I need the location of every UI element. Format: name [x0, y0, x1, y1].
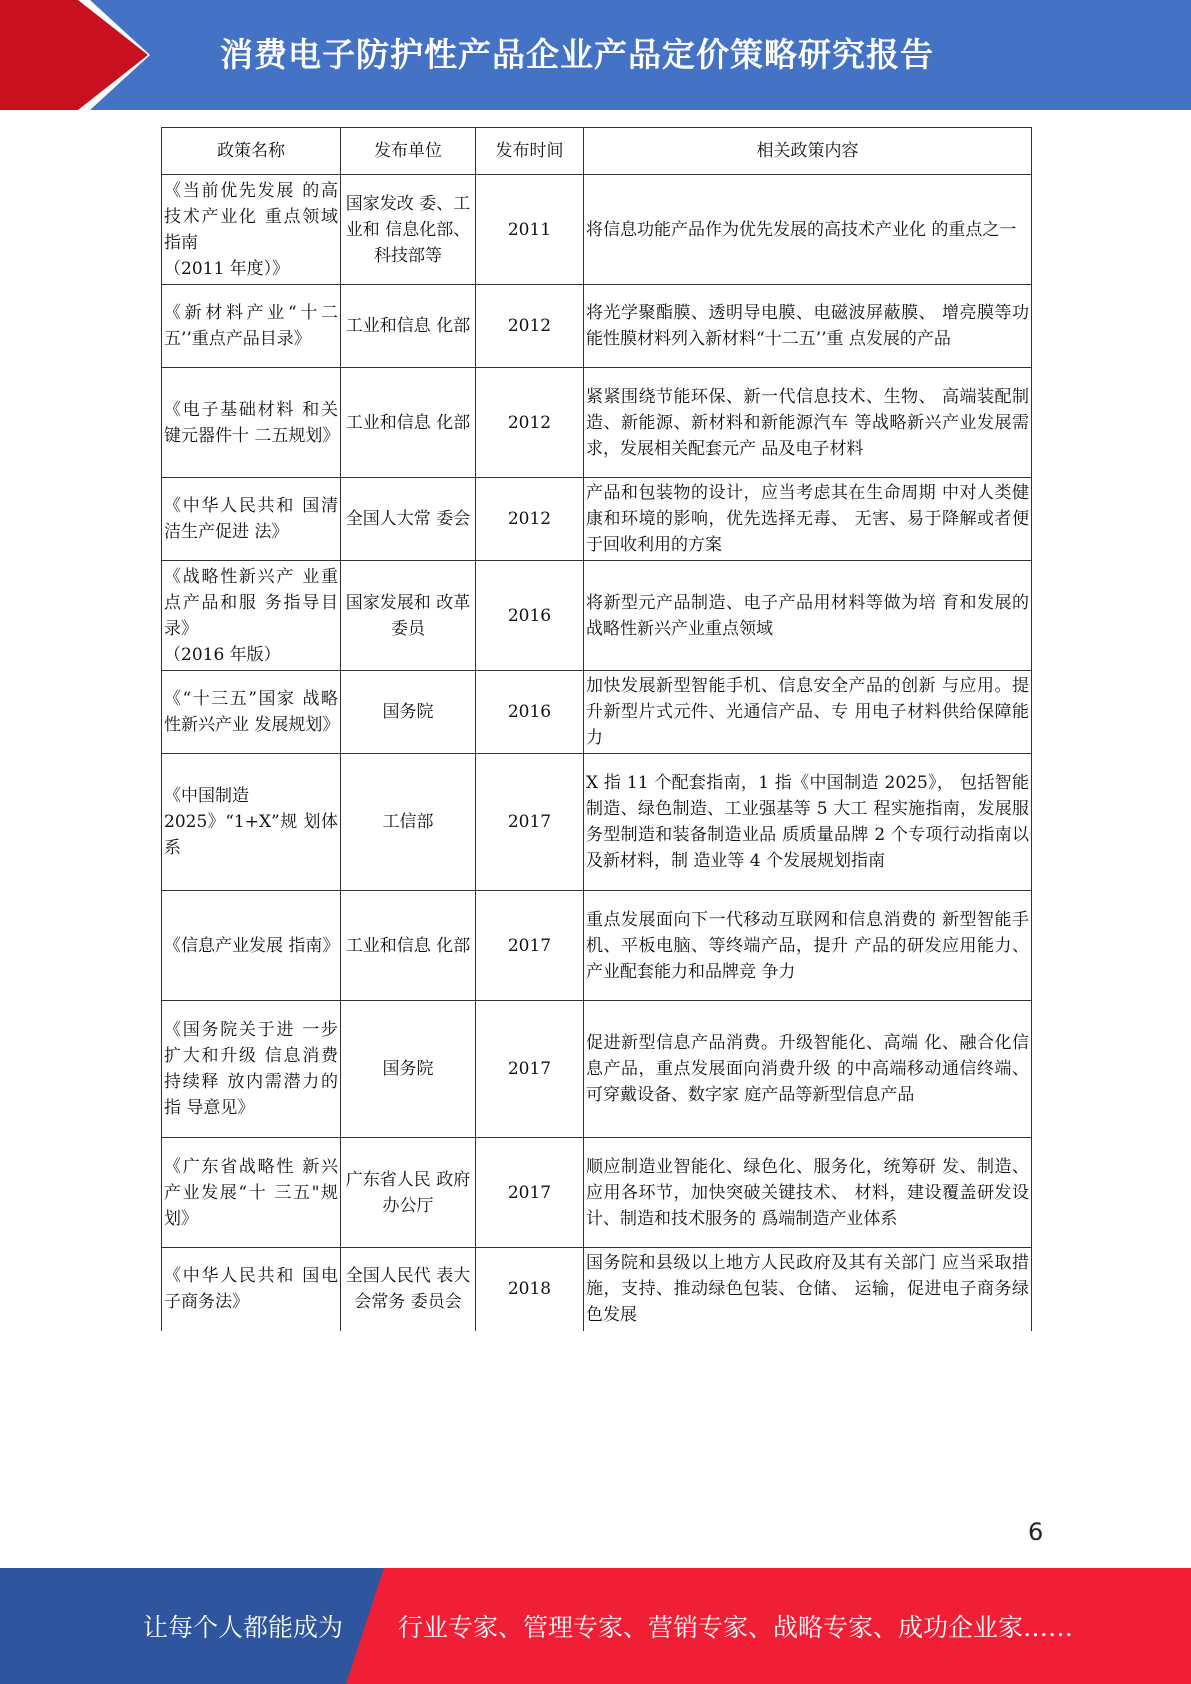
table-header-row	[162, 128, 1032, 175]
policy-name-line: 《电子基础材料 和关键元器件十 二五规划》	[164, 399, 340, 446]
year-cell: 2017	[476, 754, 584, 891]
header-content: 相关政策内容	[584, 128, 1032, 175]
issuer-cell	[341, 754, 476, 891]
year-cell: 2016	[476, 671, 584, 754]
issuer-cell	[341, 1248, 476, 1331]
issuer-line: 科技部等	[374, 245, 442, 266]
policy-name-cell	[162, 754, 341, 891]
policy-name-cell	[162, 175, 341, 285]
year-cell: 2011	[476, 175, 584, 285]
table-row	[162, 1248, 1032, 1331]
report-header	[0, 0, 1191, 110]
table-row	[162, 671, 1032, 754]
table-row	[162, 891, 1032, 1001]
policy-table-container	[161, 127, 1031, 1331]
issuer-cell	[341, 561, 476, 671]
table-row	[162, 754, 1032, 891]
year-cell: 2012	[476, 285, 584, 368]
table-row	[162, 175, 1032, 285]
year-cell: 2017	[476, 1138, 584, 1248]
issuer-line: 国家发改 委、工业和 信息化部、	[345, 193, 471, 240]
content-cell: 将新型元产品制造、电子产品用材料等做为培 育和发展的战略性新兴产业重点领域	[584, 561, 1032, 671]
content-cell: 紧紧围绕节能环保、新一代信息技术、生物、 高端装配制造、新能源、新材料和新能源汽车 等战略新兴产业发展需求，发展相关配套元产 品及电子材料	[584, 368, 1032, 478]
content-cell: 国务院和县级以上地方人民政府及其有关部门 应当采取措施，支持、推动绿色包装、仓储、 运输，促进电子商务绿色发展	[584, 1248, 1032, 1331]
issuer-cell	[341, 1138, 476, 1248]
policy-name-cell	[162, 285, 341, 368]
issuer-line: 国家发展和 改革委员	[345, 592, 471, 639]
issuer-line: 工业和信息 化部	[345, 935, 471, 956]
content-cell: 将信息功能产品作为优先发展的高技术产业化 的重点之一	[584, 175, 1032, 285]
policy-name-line: 《战略性新兴产 业重点产品和服 务指导目录》	[164, 566, 338, 639]
report-title: 消费电子防护性产品企业产品定价策略研究报告	[220, 35, 934, 74]
year-cell: 2017	[476, 891, 584, 1001]
policy-name-line: 《“十三五”国家 战略性新兴产业 发展规划》	[164, 689, 340, 735]
table-row	[162, 285, 1032, 368]
issuer-line: 国务院	[382, 1059, 434, 1079]
content-cell: X 指 11 个配套指南，1 指《中国制造 2025》， 包括智能制造、绿色制造、工业强基等 5 大工 程实施指南，发展服务型制造和装备制造业品 质质量品牌 2 个专项行动指南以及新材料，制 造业等 4 个发展规划指南	[584, 754, 1032, 891]
content-cell: 将光学聚酯膜、透明导电膜、电磁波屏蔽膜、 增亮膜等功能性膜材料列入新材料“十二五’’重 点发展的产品	[584, 285, 1032, 368]
issuer-line: 全国人大常 委会	[345, 509, 471, 529]
policy-name-cell	[162, 671, 341, 754]
issuer-cell	[341, 478, 476, 561]
header-policy-name: 政策名称	[162, 128, 341, 175]
table-row	[162, 561, 1032, 671]
content-cell: 产品和包装物的设计，应当考虑其在生命周期 中对人类健康和环境的影响，优先选择无毒、 无害、易于降解或者便于回收利用的方案	[584, 478, 1032, 561]
issuer-cell	[341, 671, 476, 754]
policy-name-cell	[162, 561, 341, 671]
policy-name-cell	[162, 368, 341, 478]
policy-name-line: （2016 年版）	[164, 644, 281, 665]
policy-table	[161, 127, 1032, 1331]
policy-name-line: 《国务院关于进 一步扩大和升级 信息消费持续释 放内需潜力的指 导意见》	[164, 1020, 338, 1118]
issuer-cell	[341, 1001, 476, 1138]
content-cell: 重点发展面向下一代移动互联网和信息消费的 新型智能手机、平板电脑、等终端产品，提升 产品的研发应用能力、产业配套能力和品牌竞 争力	[584, 891, 1032, 1001]
page-number: 6	[1028, 1518, 1044, 1546]
policy-name-line: 《中华人民共和 国清洁生产促进 法》	[164, 496, 338, 542]
issuer-line: 广东省人民 政府办公厅	[345, 1169, 471, 1216]
content-cell: 促进新型信息产品消费。升级智能化、高端 化、融合化信息产品，重点发展面向消费升级 的中高端移动通信终端、可穿戴设备、数字家 庭产品等新型信息产品	[584, 1001, 1032, 1138]
year-cell: 2012	[476, 368, 584, 478]
policy-name-line: 2025》“1+X”规 划体系	[164, 812, 338, 858]
issuer-line: 工业和信息 化部	[345, 316, 471, 336]
policy-name-cell	[162, 1001, 341, 1138]
table-row	[162, 1001, 1032, 1138]
header-issuer: 发布单位	[341, 128, 476, 175]
content-cell: 顺应制造业智能化、绿色化、服务化，统筹研 发、制造、应用各环节，加快突破关键技术、 材料，建设覆盖研发设计、制造和技术服务的 爲端制造产业体系	[584, 1138, 1032, 1248]
table-row	[162, 1138, 1032, 1248]
year-cell: 2018	[476, 1248, 584, 1331]
header-chevron-icon	[0, 0, 150, 110]
issuer-line: 工信部	[382, 812, 434, 832]
policy-name-cell	[162, 1138, 341, 1248]
table-row	[162, 478, 1032, 561]
policy-name-cell	[162, 1248, 341, 1331]
policy-name-line: 《中国制造	[164, 786, 249, 806]
footer-slogan-right: 行业专家、管理专家、营销专家、战略专家、成功企业家……	[398, 1613, 1074, 1642]
issuer-cell	[341, 368, 476, 478]
year-cell: 2012	[476, 478, 584, 561]
policy-name-line: 《当前优先发展 的高技术产业化 重点领域指南	[164, 180, 338, 253]
policy-name-line: （2011 年度）》	[164, 258, 290, 279]
table-row	[162, 368, 1032, 478]
issuer-cell	[341, 285, 476, 368]
policy-name-cell	[162, 891, 341, 1001]
policy-name-line: 《信息产业发展 指南》	[164, 935, 340, 956]
report-footer	[0, 1568, 1191, 1684]
issuer-line: 国务院	[382, 702, 434, 722]
issuer-line: 工业和信息 化部	[345, 412, 471, 433]
policy-name-line: 《广东省战略性 新兴产业发展“十 三五"规划》	[164, 1156, 338, 1229]
issuer-cell	[341, 175, 476, 285]
footer-slogan-left: 让每个人都能成为	[143, 1613, 344, 1642]
policy-name-line: 《新材料产业“十二五’’重点产品目录》	[164, 303, 338, 349]
content-cell: 加快发展新型智能手机、信息安全产品的创新 与应用。提升新型片式元件、光通信产品、专 用电子材料供给保障能力	[584, 671, 1032, 754]
year-cell: 2016	[476, 561, 584, 671]
issuer-line: 全国人民代 表大会常务 委员会	[345, 1266, 471, 1313]
policy-name-cell	[162, 478, 341, 561]
year-cell: 2017	[476, 1001, 584, 1138]
issuer-cell	[341, 891, 476, 1001]
header-date: 发布时间	[476, 128, 584, 175]
policy-name-line: 《中华人民共和 国电子商务法》	[164, 1266, 338, 1313]
